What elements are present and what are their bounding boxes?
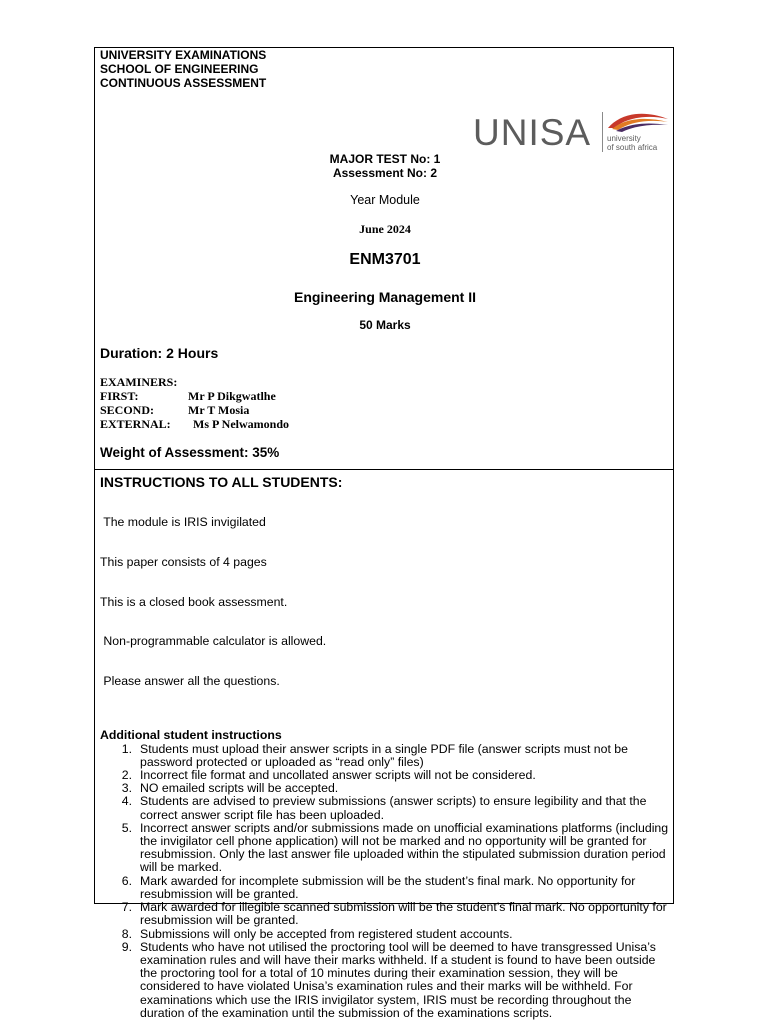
examiner-external <box>100 417 289 431</box>
general-instructions <box>100 490 672 714</box>
item-text: Mark awarded for incomplete submission will be the student’s final mark. No opportunity for resubmission will be granted. <box>140 873 636 901</box>
test-number-block <box>95 152 675 180</box>
item-number: 2. <box>121 768 132 783</box>
list-item <box>100 743 672 769</box>
general-instruction: Non-programmable calculator is allowed. <box>100 634 327 649</box>
examiners-block <box>100 375 289 431</box>
examiner-first-name: Mr P Dikgwatlhe <box>188 389 276 403</box>
examiner-external-label: EXTERNAL: <box>100 417 171 431</box>
instructions-section <box>100 474 672 1020</box>
list-item <box>100 941 672 1020</box>
item-number: 3. <box>121 781 132 796</box>
total-marks: 50 Marks <box>359 318 411 332</box>
logo-tagline-1: university <box>607 134 641 143</box>
header-line-2: SCHOOL OF ENGINEERING <box>100 62 259 76</box>
examiner-first <box>100 389 289 403</box>
list-item <box>100 822 672 875</box>
item-text: Submissions will only be accepted from registered student accounts. <box>140 926 513 941</box>
item-text: Mark awarded for illegible scanned submission will be the student’s final mark. No opportunity for resubmission will be granted. <box>140 900 667 928</box>
examiners-title: EXAMINERS: <box>100 375 178 389</box>
logo-wordmark: UNISA <box>473 112 592 153</box>
logo-arc-icon <box>606 110 670 132</box>
item-number: 8. <box>121 926 132 941</box>
item-text: Students must upload their answer scripts in a single PDF file (answer scripts must not be password protected or uploaded as “read only” files) <box>140 741 628 769</box>
item-text: NO emailed scripts will be accepted. <box>140 781 339 796</box>
item-number: 6. <box>121 873 132 888</box>
instructions-title: INSTRUCTIONS TO ALL STUDENTS: <box>100 474 343 490</box>
examiner-second <box>100 403 289 417</box>
module-type: Year Module <box>350 193 420 207</box>
assessment-weight: Weight of Assessment: 35% <box>100 445 280 460</box>
additional-instructions-title: Additional student instructions <box>100 728 282 743</box>
item-number: 9. <box>121 939 132 954</box>
item-number: 5. <box>121 820 132 835</box>
unisa-logo <box>473 110 671 156</box>
item-text: Incorrect file format and uncollated answer scripts will not be considered. <box>140 768 536 783</box>
examiner-second-label: SECOND: <box>100 403 155 417</box>
header-line-3: CONTINUOUS ASSESSMENT <box>100 76 267 90</box>
item-text: Students are advised to preview submissions (answer scripts) to ensure legibility and that the correct answer script file has been uploaded. <box>140 794 647 822</box>
examiner-first-label: FIRST: <box>100 389 139 403</box>
list-item <box>100 901 672 927</box>
general-instruction: The module is IRIS invigilated <box>100 515 266 530</box>
item-number: 1. <box>121 741 132 756</box>
logo-tagline-2: of south africa <box>607 143 658 152</box>
module-name: Engineering Management II <box>293 289 477 305</box>
general-instruction: Please answer all the questions. <box>100 673 280 688</box>
list-item <box>100 875 672 901</box>
header-line-1: UNIVERSITY EXAMINATIONS <box>100 48 267 62</box>
major-test-label: MAJOR TEST No: 1 <box>329 152 441 166</box>
item-number: 7. <box>121 900 132 915</box>
item-text: Incorrect answer scripts and/or submissions made on unofficial examinations platforms (including the invigilator cell phone application) will not be marked and no opportunity will be granted for resubmission. Only the last answer file uploaded within the stipulated submission duration period will be marked. <box>140 820 669 875</box>
general-instruction: This paper consists of 4 pages <box>100 555 267 570</box>
general-instruction: This is a closed book assessment. <box>100 594 288 609</box>
institution-header <box>100 48 266 90</box>
duration: Duration: 2 Hours <box>100 345 219 361</box>
section-divider <box>95 469 673 470</box>
examiner-second-name: Mr T Mosia <box>188 403 250 417</box>
item-number: 4. <box>121 794 132 809</box>
logo-separator <box>602 112 603 152</box>
examiner-external-name: Ms P Nelwamondo <box>193 417 289 431</box>
logo-tagline <box>607 134 657 152</box>
cover-page-frame <box>94 47 674 1020</box>
item-text: Students who have not utilised the proctoring tool will be deemed to have transgressed Unisa’s examination rules and will have their marks withheld. If a student is found to have been outside the proctoring tool for a total of 10 minutes during their examination session, they will be considered to have violated Unisa’s examination rules and their marks will be withheld. For examinations which use the IRIS invigilator system, IRIS must be recording throughout the duration of the examination until the submission of the examinations scripts. <box>140 939 656 1020</box>
assessment-number: Assessment No: 2 <box>332 166 438 180</box>
module-code: ENM3701 <box>349 251 421 268</box>
list-item <box>100 795 672 821</box>
additional-instructions-list <box>100 743 672 1020</box>
exam-date: June 2024 <box>359 222 411 236</box>
